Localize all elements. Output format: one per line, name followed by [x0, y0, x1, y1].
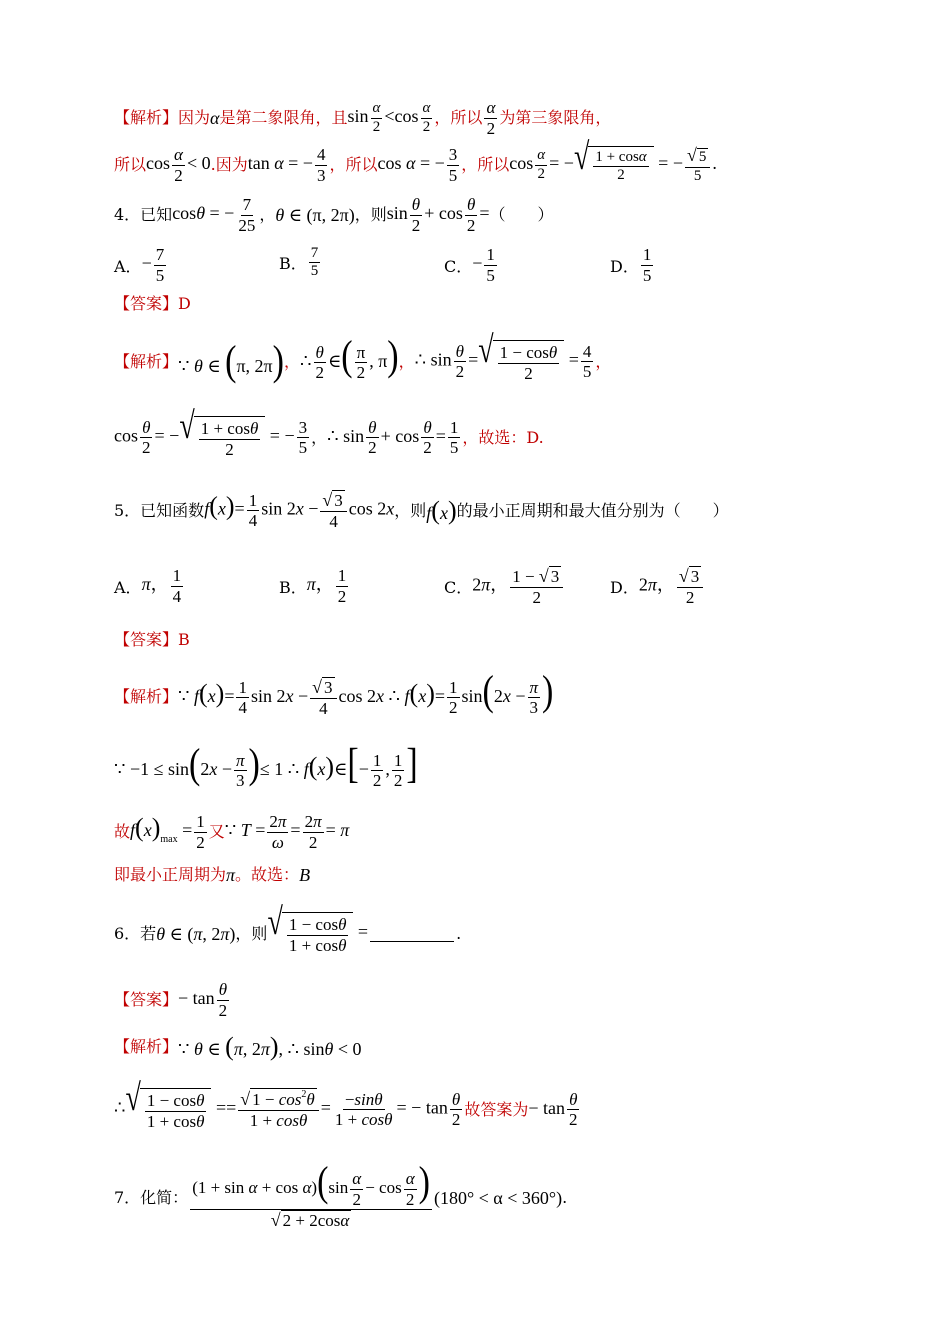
math-cos: cos α = − $\frac{3}{5}$	[377, 145, 458, 185]
math-cos-theta: cosθ = − $\frac{7}{25}$	[172, 195, 256, 235]
text: ，则	[354, 205, 387, 225]
math-sqrt-expr: √ $\frac{1 - \cos\theta}{1 + \cos\theta}$ =	[267, 901, 369, 955]
text: 是第二象限角，且	[219, 108, 348, 128]
math-cos-half-neg: cos $\frac{\alpha}{2}$ < 0	[146, 145, 211, 185]
q5-analysis-line2	[114, 741, 418, 791]
q5-analysis-line4	[114, 866, 310, 884]
q6-question	[114, 901, 462, 955]
math-step5: ∴ sin $\frac{\theta}{2}$ + cos $\frac{\theta}{2}$ = $\frac{1}{5}$	[327, 417, 459, 458]
math-function: f(x)= $\frac{1}{4}$ sin 2x − $\frac{√ 3}{4}$ cos 2x	[204, 490, 395, 531]
answer-label: 【答案】	[114, 294, 179, 313]
text: 即最小正周期为	[114, 865, 227, 884]
math-step2: ∴ $\frac{\theta}{2}$ ∈( $\frac{\pi}{2}$ , π)	[300, 333, 399, 383]
math-step1: ∵ f(x)= $\frac{1}{4}$ sin 2x − $\frac{√ 3}{4}$ cos 2x ∴ f(x)= $\frac{1}{2}$ sin(2x − $\frac{\pi}{3}$ )	[178, 668, 554, 718]
math-theta-range: θ ∈ (π, 2π)	[275, 205, 355, 226]
text: ，所以	[461, 155, 510, 175]
math-tan: tan α = − $\frac{4}{3}$	[247, 145, 326, 185]
answer-paren: （ ）	[489, 205, 554, 225]
q3-analysis-line2	[114, 136, 717, 185]
text: 故	[114, 822, 131, 842]
q5-answer	[114, 632, 190, 648]
q4-question: 4．已知 cosθ = − $\frac{7}{25}$ ， θ ∈ (π, 2π) ，则 sin $\frac{\theta}{2}$ + cos $\frac{\theta}{2}$ = （ ）	[114, 195, 554, 235]
question-number: 4．已知	[114, 205, 173, 225]
q4-option-b: B． $\frac{7}{5}$	[279, 245, 319, 280]
q3-analysis-line1	[114, 98, 611, 138]
text: 的最小正周期和最大值分别为（ ）	[456, 500, 729, 520]
q6-analysis-line1	[114, 1034, 362, 1060]
math-half-alpha: $\frac{\alpha}{2}$	[486, 98, 496, 138]
math-expression: (1 + sin α + cos α)(sin $\frac{\alpha}{2}$ − cos $\frac{\alpha}{2}$ ) √ 2 + 2cosα	[192, 1159, 430, 1231]
analysis-label: 【解析】	[114, 686, 179, 706]
question-number: 6．若	[114, 923, 157, 943]
text: ，所以	[329, 155, 378, 175]
q4-analysis-line2: cos $\frac{\theta}{2}$ = − √ $\frac{1 + \cos\theta}{2}$ = − $\frac{3}{5}$ ， ∴ sin $\frac{\theta}{2}$ + cos $\frac{\theta}{2}$ = $\frac{1}{5}$ ，故选：D.	[114, 405, 544, 459]
q7-question	[114, 1159, 568, 1231]
q4-answer	[114, 296, 191, 312]
range: (180° < α < 360°)	[433, 1188, 563, 1209]
q4-analysis-line1: 【解析】 ∵ θ ∈ (π, 2π) ， ∴ $\frac{\theta}{2}$ ∈( $\frac{\pi}{2}$ , π) ， ∴ sin $\frac{\theta}{2}$ = √ $\frac{1 - \cos\theta}{2}$ = $\frac{4}{5}$ ，	[114, 329, 612, 385]
q6-answer	[114, 980, 231, 1020]
q5-analysis-line1	[114, 668, 554, 719]
analysis-label: 【解析】	[114, 108, 179, 128]
q5-option-a: A． π， $\frac{1}{4}$	[114, 566, 182, 606]
text: ，所以	[434, 108, 483, 128]
text: 又	[208, 822, 225, 842]
question-number: 5．已知函数	[114, 500, 205, 520]
text: 。故选：	[235, 865, 300, 884]
question-number: 7．化简：	[114, 1188, 189, 1208]
math-sum: sin $\frac{\theta}{2}$ + cos $\frac{\theta}{2}$ =	[386, 195, 490, 235]
q5-option-d: D． 2π， $\frac{√ 3}{2}$	[610, 566, 705, 607]
q5-option-c: C． 2π， 1 − √ 3 2	[444, 566, 565, 607]
answer-blank[interactable]	[370, 925, 454, 942]
math-step2: ∴ √ $\frac{1 - \cos\theta}{1 + \cos\theta}$ == √ $1 - \cos^2\theta$ 1 + cosθ = $\frac{-\sin\theta}{1 + \cos\theta}$ = − tan $\frac{\theta}{2}$	[114, 1077, 461, 1131]
q4-option-a: A． − $\frac{7}{5}$	[114, 245, 165, 285]
text: 因为	[178, 108, 211, 128]
q4-option-d: D． $\frac{1}{5}$	[610, 245, 652, 285]
math-cos-half-value: cos $\frac{\alpha}{2}$ = − √ $\frac{1 + \cos\alpha}{2}$ = − $\frac{√ 5}{5}$ .	[509, 136, 717, 184]
text: ，则	[235, 923, 268, 943]
answer-value: B	[178, 630, 190, 649]
analysis-label: 【解析】	[114, 351, 179, 371]
answer-label: 【答案】	[114, 630, 179, 649]
math-final: − tan $\frac{\theta}{2}$	[528, 1089, 578, 1130]
math-alpha: α	[210, 108, 220, 129]
answer-label: 【答案】	[114, 990, 179, 1010]
text: ，则	[394, 500, 427, 520]
text: .	[456, 923, 462, 943]
math-step2: ∵ −1 ≤ sin(2x − $\frac{\pi}{3}$ )≤ 1 ∴ f(x)∈[− $\frac{1}{2}$ , $\frac{1}{2}$ ]	[114, 741, 418, 791]
math-inequality: sin $\frac{\alpha}{2}$ <cos $\frac{\alpha}{2}$	[347, 100, 431, 135]
math-fx: f(x)	[426, 495, 457, 525]
q5-option-b: B． π， $\frac{1}{2}$	[279, 566, 347, 606]
conclusion: ，故选：D.	[462, 427, 544, 447]
math-theta-range: θ ∈ (π, 2π)	[156, 923, 236, 944]
analysis-label: 【解析】	[114, 1037, 179, 1056]
q6-analysis-line2	[114, 1077, 582, 1131]
q5-analysis-line3	[114, 812, 349, 852]
text: 故答案为	[464, 1099, 529, 1119]
text: 为第三象限角，	[499, 108, 612, 128]
math-step1: ∵ θ ∈ (π, 2π), ∴ sinθ < 0	[178, 1032, 362, 1061]
math-pi: π	[226, 865, 236, 885]
q5-question	[114, 490, 729, 531]
answer-letter: B	[299, 865, 311, 885]
answer-value: D	[178, 294, 191, 313]
math-period: ∵ T = $\frac{2\pi}{\omega}$ = $\frac{2\pi}{2}$ = π	[224, 812, 350, 852]
q4-option-c: C． − $\frac{1}{5}$	[444, 245, 495, 285]
text: 所以	[114, 155, 147, 175]
math-step1: ∵ θ ∈ (π, 2π)	[178, 337, 284, 385]
text: .因为	[210, 155, 248, 175]
math-answer: − tan $\frac{\theta}{2}$	[178, 980, 228, 1020]
math-max: $f(x)_{max}$ = $\frac{1}{2}$	[130, 812, 205, 852]
math-step3: ∴ sin $\frac{\theta}{2}$ = √ $\frac{1 - \cos\theta}{2}$ = $\frac{4}{5}$	[414, 329, 592, 383]
math-step4: cos $\frac{\theta}{2}$ = − √ $\frac{1 + \cos\theta}{2}$ = − $\frac{3}{5}$	[114, 405, 308, 459]
text: .	[562, 1188, 568, 1208]
